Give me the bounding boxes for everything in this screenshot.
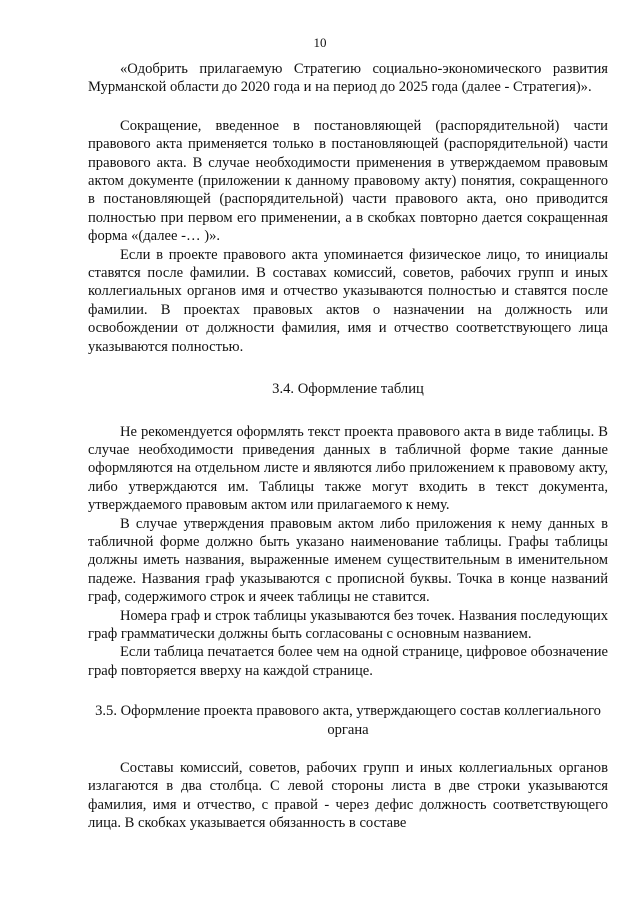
page-number: 10	[313, 35, 327, 50]
quote-paragraph: «Одобрить прилагаемую Стратегию социально-экономического развития Мурманской области до 2020 года и на период до 2025 года (далее - Стратегия)».	[88, 61, 608, 96]
person-name-paragraph: Если в проекте правового акта упоминается физическое лицо, то инициалы ставятся после фамилии. В составах комиссий, советов, рабочих групп и иных коллегиальных органов имя и отчество указываются полностью и ставятся после фамилии. В проектах правовых актов о назначении на должность или освобождении от должности фамилия, имя и отчество соответствующего лица указываются полностью.	[88, 246, 608, 355]
table-paragraph-3: Номера граф и строк таблицы указываются без точек. Названия последующих граф грамматически должны быть согласованы с основным названием.	[88, 607, 608, 642]
table-paragraph-1: Не рекомендуется оформлять текст проекта правового акта в виде таблицы. В случае необходимости приведения данных в табличной форме такие данные оформляются на отдельном листе и являются либо приложением к правовому акту, либо утверждаются им. Таблицы также могут входить в текст документа, утверждаемого правовым актом или прилагаемого к нему.	[88, 423, 608, 514]
section-heading-3-5: 3.5. Оформление проекта правового акта, утверждающего состав коллегиального органа	[95, 703, 601, 738]
abbreviation-paragraph: Сокращение, введенное в постановляющей (распорядительной) части правового акта применяется только в постановляющей (распорядительной) части правового акта. В случае необходимости применения в утверждаемом правовым актом документе (приложении к данному правовому акту) понятия, сокращенного в постановляющей (распорядительной) части правового акта, оно приводится полностью при первом его применении, а в скобках повторно дается сокращенная форма «(далее -… )».	[88, 117, 608, 245]
section-heading-3-4: 3.4. Оформление таблиц	[272, 381, 424, 398]
composition-paragraph: Составы комиссий, советов, рабочих групп и иных коллегиальных органов излагаются в два столбца. С левой стороны листа в две строки указываются фамилия, имя и отчество, с правой - через дефис должность соответствующего лица. В скобках указывается обязанность в составе	[88, 760, 608, 832]
table-paragraph-4: Если таблица печатается более чем на одной странице, цифровое обозначение граф повторяется вверху на каждой странице.	[88, 644, 608, 679]
table-paragraph-2: В случае утверждения правовым актом либо приложения к нему данных в табличной форме должно быть указано наименование таблицы. Графы таблицы должны иметь названия, выраженные именем существительным в именительном падеже. Названия граф указываются с прописной буквы. Точка в конце названий граф, содержимого строк и ячеек таблицы не ставится.	[88, 515, 608, 606]
document-body	[88, 60, 608, 833]
